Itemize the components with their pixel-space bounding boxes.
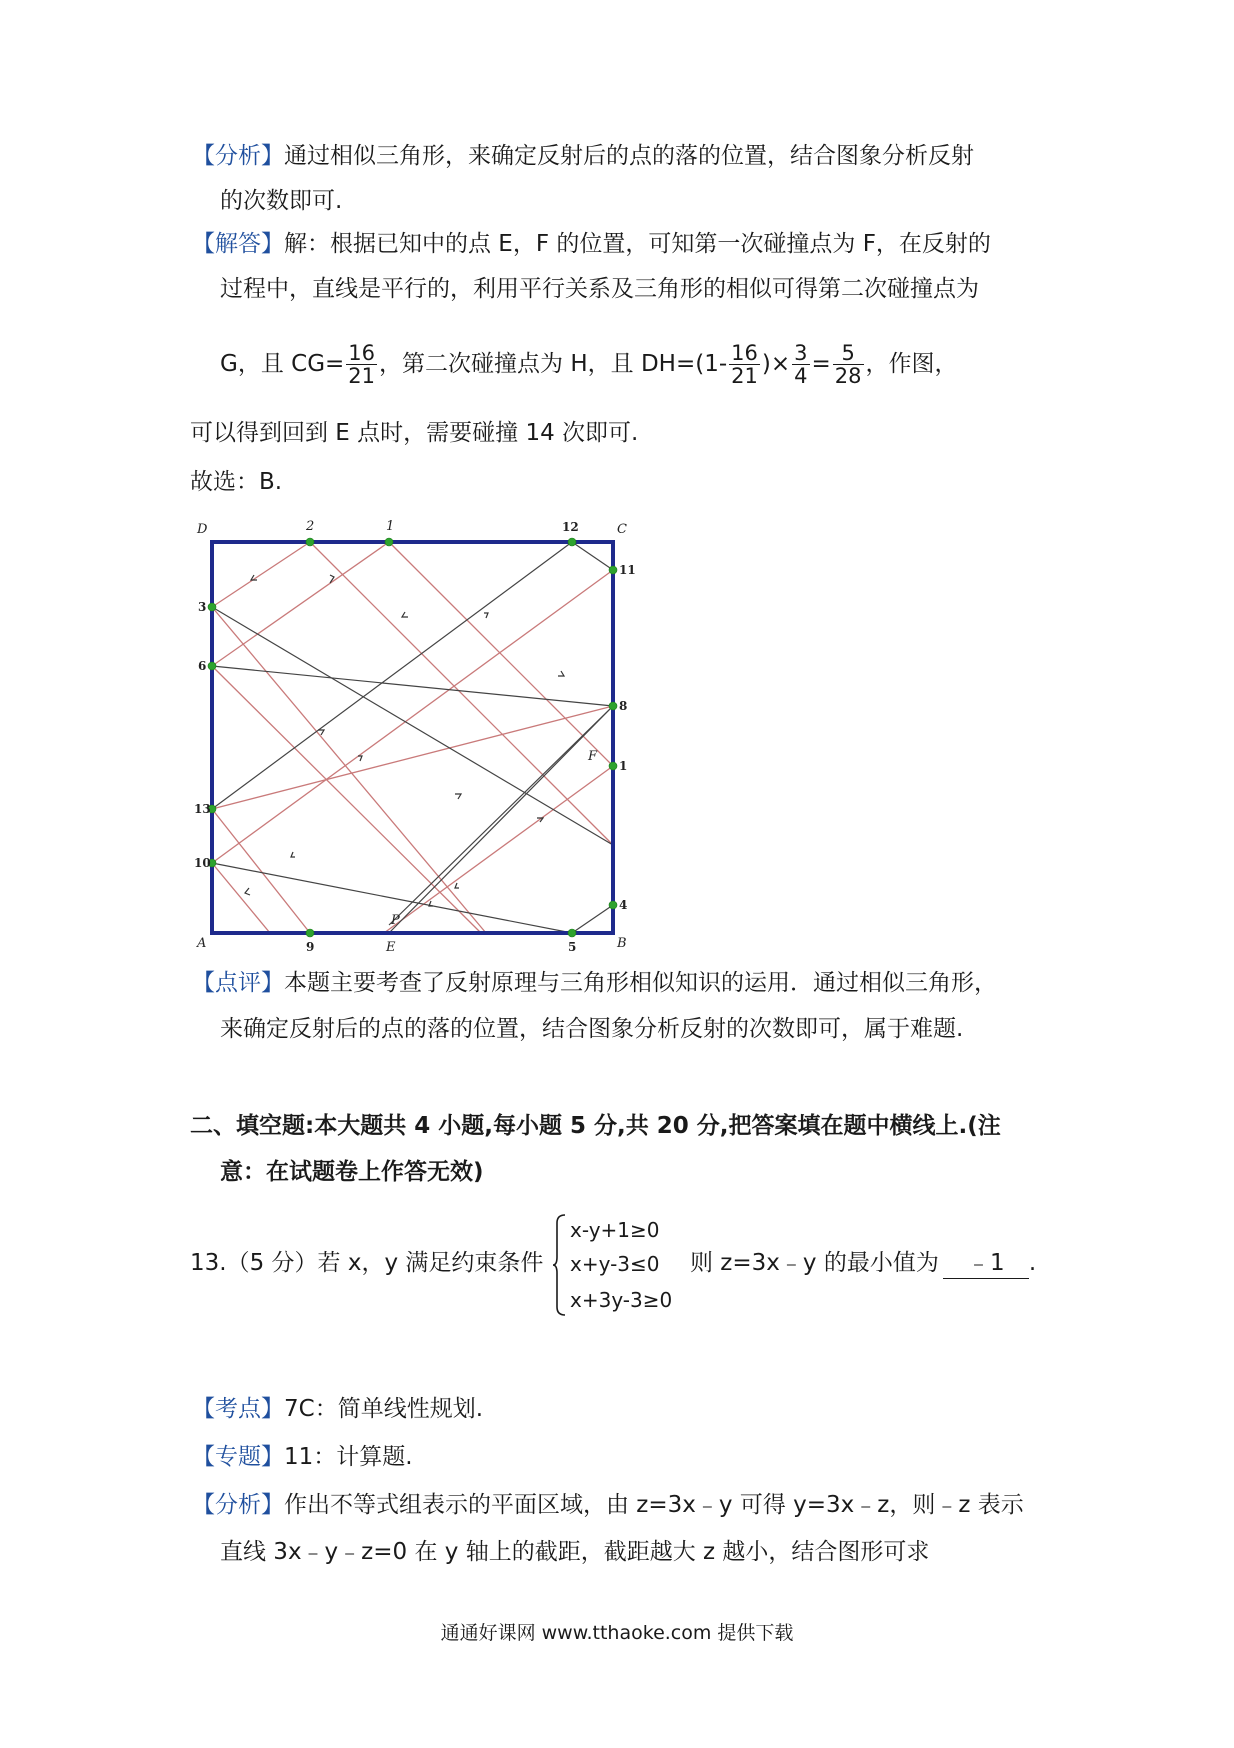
constraint-2: [570, 1249, 660, 1279]
label-12: 12: [562, 520, 579, 534]
label-top-1: 1: [386, 519, 395, 534]
q13-answer-blank: [943, 1248, 1029, 1279]
dh-f2-denominator: 4: [794, 364, 808, 388]
solution-line-3: [220, 341, 958, 387]
black-line: [212, 666, 613, 706]
analysis-line-1: [192, 141, 974, 171]
arrow-icon: [484, 613, 488, 618]
analysis2-line-2: [220, 1537, 929, 1567]
q13-prefix-line: [190, 1248, 543, 1278]
label-4: 4: [619, 898, 628, 912]
topic-tag: 【专题】: [192, 1444, 284, 1470]
red-line: [212, 542, 310, 607]
solution-text-2: 过程中，直线是平行的，利用平行关系及三角形的相似可得第二次碰撞点为: [220, 276, 979, 302]
topic-line: [192, 1442, 413, 1472]
arrow-icon: [558, 671, 564, 676]
topic-text: 11：计算题.: [284, 1444, 413, 1470]
cg-numerator: 16: [348, 341, 376, 365]
arrow-icon: [402, 612, 408, 617]
cg-denominator: 21: [348, 364, 376, 388]
dh-res-numerator: 5: [833, 342, 864, 365]
cg-fraction: [346, 342, 377, 387]
corner-D-label: D: [197, 522, 208, 537]
solution-tag: 【解答】: [192, 231, 284, 257]
section-heading-line-2: [220, 1157, 484, 1187]
dh-fraction-1: [729, 342, 760, 387]
analysis-text-2: 的次数即可.: [220, 188, 343, 214]
corner-B-label: B: [617, 936, 627, 951]
analysis-line-2: [220, 186, 342, 216]
review-text-1: 本题主要考查了反射原理与三角形相似知识的运用．通过相似三角形，: [284, 970, 997, 996]
analysis2-tag: 【分析】: [192, 1492, 284, 1518]
review-text-2: 来确定反射后的点的落的位置，结合图象分析反射的次数即可，属于难题.: [220, 1016, 964, 1042]
black-line: [389, 706, 613, 933]
black-line: [572, 542, 613, 570]
analysis2-line-1: [192, 1490, 1024, 1520]
label-11: 11: [619, 563, 636, 577]
solution-line-1: [192, 229, 991, 259]
analysis-text-1: 通过相似三角形，来确定反射后的点的落的位置，结合图象分析反射: [284, 143, 974, 169]
dh-f2-numerator: 3: [794, 341, 808, 365]
red-line: [212, 863, 270, 933]
point-8-dot: [609, 702, 617, 710]
point-9-dot: [306, 929, 314, 937]
constraint-brace: [553, 1213, 567, 1317]
analysis-tag: 【分析】: [192, 143, 284, 169]
kp-tag: 【考点】: [192, 1396, 284, 1422]
section-heading-line-1: [190, 1111, 1001, 1141]
kp-text: 7C：简单线性规划.: [284, 1396, 484, 1422]
solution-line-2: [220, 274, 979, 304]
solution-text-4: 可以得到回到 E 点时，需要碰撞 14 次即可.: [190, 420, 639, 446]
section-heading-1: 二、填空题:本大题共 4 小题,每小题 5 分,共 20 分,把答案填在题中横线上.(注: [190, 1113, 1001, 1139]
red-line: [384, 766, 613, 933]
constraint-3-text: x+3y-3≥0: [570, 1288, 673, 1312]
label-5: 5: [568, 940, 577, 954]
solution-text-3b: ，第二次碰撞点为 H，且 DH=: [379, 351, 696, 377]
analysis2-text-1: 作出不等式组表示的平面区域，由 z=3x﹣y 可得 y=3x﹣z，则﹣z 表示: [284, 1492, 1024, 1518]
solution-text-3a: G，且 CG=: [220, 351, 345, 377]
dh-f1-denominator: 21: [731, 364, 758, 388]
reflection-figure: [190, 515, 650, 965]
black-line: [389, 706, 613, 925]
point-2-dot: [306, 538, 314, 546]
red-line: [212, 706, 613, 809]
corner-A-label: A: [197, 936, 207, 951]
label-13: 13: [194, 802, 211, 816]
figure-labels: [196, 519, 627, 955]
label-F: F: [588, 749, 598, 764]
label-6: 6: [198, 659, 207, 673]
constraint-2-text: x+y-3≤0: [570, 1252, 660, 1276]
constraint-3: [570, 1285, 672, 1315]
red-line: [212, 542, 389, 666]
q13-end: .: [1028, 1250, 1037, 1276]
point-5-dot: [568, 929, 576, 937]
black-line: [572, 905, 613, 933]
dh-result-fraction: [833, 342, 864, 387]
label-2: 2: [306, 519, 315, 534]
section-heading-2: 意：在试题卷上作答无效): [220, 1159, 484, 1185]
red-line: [212, 666, 481, 933]
constraint-1-text: x-y+1≥0: [570, 1218, 660, 1242]
corner-C-label: C: [617, 522, 627, 537]
analysis2-text-2: 直线 3x﹣y﹣z=0 在 y 轴上的截距，截距越大 z 越小，结合图形可求: [220, 1539, 930, 1565]
kp-line: [192, 1394, 483, 1424]
dh-res-denominator: 28: [834, 364, 862, 388]
dh-fraction-2: [792, 342, 809, 387]
arrow-icon: [455, 794, 461, 799]
label-10: 10: [194, 856, 211, 870]
point-3-dot: [208, 603, 216, 611]
review-line-2: [220, 1014, 963, 1044]
point-1-dot: [609, 762, 617, 770]
solution-line-4: [190, 418, 638, 448]
dh-f1-numerator: 16: [731, 341, 758, 365]
label-3: 3: [198, 600, 207, 614]
review-line-1: [192, 968, 997, 998]
q13-mid: 则 z=3x﹣y 的最小值为: [690, 1250, 939, 1276]
red-line: [212, 570, 613, 863]
point-6-dot: [208, 662, 216, 670]
arrow-icon: [291, 852, 295, 857]
solution-text-3c: ，作图，: [865, 351, 958, 377]
constraint-1: [570, 1215, 660, 1245]
point-12-dot: [568, 538, 576, 546]
black-lines: [212, 542, 613, 933]
label-E: E: [386, 940, 396, 955]
paren-close-times: )×: [761, 351, 791, 377]
arrow-icon: [245, 888, 250, 895]
red-line: [212, 607, 486, 933]
choice-line: [190, 467, 282, 497]
equals-sign: =: [811, 351, 831, 377]
choice-text: 故选：B.: [190, 469, 283, 495]
page-footer: [0, 1618, 1234, 1645]
label-9: 9: [306, 940, 315, 954]
arrow-icon: [455, 883, 459, 888]
q13-answer: ﹣1: [967, 1250, 1005, 1276]
paren-open: (1-: [695, 351, 728, 377]
solution-text-1: 解：根据已知中的点 E，F 的位置，可知第一次碰撞点为 F，在反射的: [284, 231, 991, 257]
q13-prefix: 13.（5 分）若 x，y 满足约束条件: [190, 1250, 544, 1276]
label-1: 1: [619, 759, 628, 773]
label-8: 8: [619, 699, 628, 713]
review-tag: 【点评】: [192, 970, 284, 996]
footer-text: 通通好课网 www.tthaoke.com 提供下载: [440, 1622, 794, 1644]
black-line: [212, 542, 572, 809]
point-1-top-dot: [385, 538, 393, 546]
arrow-icon: [358, 756, 362, 761]
q13-question-line: [690, 1248, 1036, 1279]
number-labels: [194, 520, 636, 954]
point-11-dot: [609, 566, 617, 574]
collision-points: [208, 538, 617, 937]
label-P: P: [391, 913, 400, 928]
point-4-dot: [609, 901, 617, 909]
